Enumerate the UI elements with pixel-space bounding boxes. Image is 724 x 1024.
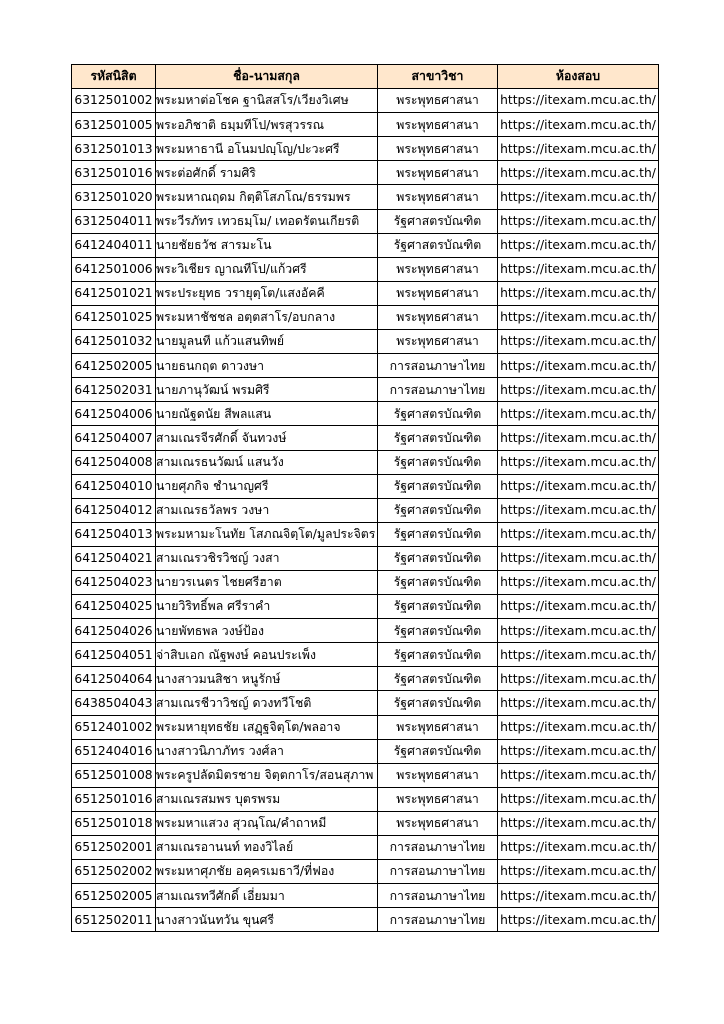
major-cell: พระพุทธศาสนา <box>378 185 498 209</box>
exam-room-link[interactable]: https://itexam.mcu.ac.th/ <box>498 161 659 185</box>
student-id-cell: 6312501013 <box>72 137 156 161</box>
table-row <box>72 161 659 185</box>
full-name-cell: นายธนกฤต ดาวงษา <box>156 354 378 378</box>
table-row <box>72 378 659 402</box>
table-row <box>72 209 659 233</box>
table-row <box>72 811 659 835</box>
major-cell: รัฐศาสตรบัณฑิต <box>378 426 498 450</box>
table-row <box>72 233 659 257</box>
student-id-cell: 6412504006 <box>72 402 156 426</box>
student-id-cell: 6412504021 <box>72 546 156 570</box>
full-name-cell: พระมหาต่อโชค ฐานิสสโร/เวียงวิเศษ <box>156 89 378 113</box>
student-id-cell: 6312504011 <box>72 209 156 233</box>
student-id-cell: 6312501020 <box>72 185 156 209</box>
exam-room-link[interactable]: https://itexam.mcu.ac.th/ <box>498 860 659 884</box>
student-id-cell: 6412502031 <box>72 378 156 402</box>
exam-room-link[interactable]: https://itexam.mcu.ac.th/ <box>498 474 659 498</box>
major-cell: การสอนภาษาไทย <box>378 354 498 378</box>
table-row <box>72 522 659 546</box>
table-row <box>72 739 659 763</box>
student-id-cell: 6512404016 <box>72 739 156 763</box>
table-row <box>72 257 659 281</box>
major-cell: รัฐศาสตรบัณฑิต <box>378 402 498 426</box>
full-name-cell: สามเณรสมพร บุตรพรม <box>156 787 378 811</box>
full-name-cell: นางสาวนิภาภัทร วงศ์ลา <box>156 739 378 763</box>
exam-room-link[interactable]: https://itexam.mcu.ac.th/ <box>498 185 659 209</box>
full-name-cell: พระวีรภัทร เทวธมฺโม/ เทอดรัตนเกียรติ <box>156 209 378 233</box>
student-id-cell: 6512502001 <box>72 836 156 860</box>
student-id-cell: 6512401002 <box>72 715 156 739</box>
table-row <box>72 281 659 305</box>
table-row <box>72 619 659 643</box>
major-cell: การสอนภาษาไทย <box>378 860 498 884</box>
full-name-cell: สามเณรอานนท์ ทองวิไลย์ <box>156 836 378 860</box>
full-name-cell: พระอภิชาติ ธมฺมทีโป/พรสุวรรณ <box>156 113 378 137</box>
table-row <box>72 89 659 113</box>
table-row <box>72 691 659 715</box>
table-row <box>72 763 659 787</box>
exam-room-link[interactable]: https://itexam.mcu.ac.th/ <box>498 619 659 643</box>
full-name-cell: พระต่อศักดิ์ รามศิริ <box>156 161 378 185</box>
full-name-cell: สามเณรทวีศักดิ์ เอี่ยมมา <box>156 884 378 908</box>
student-id-cell: 6412501006 <box>72 257 156 281</box>
major-cell: พระพุทธศาสนา <box>378 257 498 281</box>
student-id-cell: 6412504064 <box>72 667 156 691</box>
table-row <box>72 860 659 884</box>
exam-room-link[interactable]: https://itexam.mcu.ac.th/ <box>498 739 659 763</box>
exam-room-link[interactable]: https://itexam.mcu.ac.th/ <box>498 643 659 667</box>
student-id-cell: 6512501018 <box>72 811 156 835</box>
header-full-name: ชื่อ-นามสกุล <box>156 65 378 89</box>
full-name-cell: นายณัฐดนัย สีพลแสน <box>156 402 378 426</box>
major-cell: รัฐศาสตรบัณฑิต <box>378 498 498 522</box>
major-cell: พระพุทธศาสนา <box>378 89 498 113</box>
major-cell: พระพุทธศาสนา <box>378 113 498 137</box>
major-cell: รัฐศาสตรบัณฑิต <box>378 691 498 715</box>
exam-room-link[interactable]: https://itexam.mcu.ac.th/ <box>498 426 659 450</box>
full-name-cell: สามเณรชีวาวิชญ์ ดวงทวีโชติ <box>156 691 378 715</box>
major-cell: รัฐศาสตรบัณฑิต <box>378 474 498 498</box>
exam-room-link[interactable]: https://itexam.mcu.ac.th/ <box>498 836 659 860</box>
major-cell: การสอนภาษาไทย <box>378 378 498 402</box>
full-name-cell: สามเณรธนวัฒน์ แสนวัง <box>156 450 378 474</box>
exam-room-link[interactable]: https://itexam.mcu.ac.th/ <box>498 908 659 932</box>
student-id-cell: 6512502002 <box>72 860 156 884</box>
exam-room-link[interactable]: https://itexam.mcu.ac.th/ <box>498 281 659 305</box>
exam-room-link[interactable]: https://itexam.mcu.ac.th/ <box>498 691 659 715</box>
exam-room-link[interactable]: https://itexam.mcu.ac.th/ <box>498 884 659 908</box>
exam-room-link[interactable]: https://itexam.mcu.ac.th/ <box>498 763 659 787</box>
header-row <box>72 65 659 89</box>
exam-room-link[interactable]: https://itexam.mcu.ac.th/ <box>498 570 659 594</box>
exam-room-link[interactable]: https://itexam.mcu.ac.th/ <box>498 787 659 811</box>
major-cell: รัฐศาสตรบัณฑิต <box>378 522 498 546</box>
full-name-cell: พระมหายุทธชัย เสฏฺฐจิตฺโต/พลอาจ <box>156 715 378 739</box>
table-row <box>72 787 659 811</box>
table-row <box>72 137 659 161</box>
exam-room-link[interactable]: https://itexam.mcu.ac.th/ <box>498 233 659 257</box>
table-row <box>72 884 659 908</box>
student-id-cell: 6512502005 <box>72 884 156 908</box>
student-id-cell: 6312501002 <box>72 89 156 113</box>
major-cell: พระพุทธศาสนา <box>378 787 498 811</box>
table-row <box>72 667 659 691</box>
exam-room-link[interactable]: https://itexam.mcu.ac.th/ <box>498 546 659 570</box>
header-major: สาขาวิชา <box>378 65 498 89</box>
full-name-cell: นายชัยธวัช สารมะโน <box>156 233 378 257</box>
exam-room-link[interactable]: https://itexam.mcu.ac.th/ <box>498 715 659 739</box>
table-row <box>72 185 659 209</box>
exam-room-link[interactable]: https://itexam.mcu.ac.th/ <box>498 113 659 137</box>
full-name-cell: พระประยุทธ วรายุตฺโต/แสงอัคคี <box>156 281 378 305</box>
exam-room-link[interactable]: https://itexam.mcu.ac.th/ <box>498 330 659 354</box>
full-name-cell: พระมหาธานี อโนมปญฺโญ/ปะวะศรี <box>156 137 378 161</box>
table-row <box>72 595 659 619</box>
student-id-cell: 6412502005 <box>72 354 156 378</box>
full-name-cell: พระมหาชัชชล อตฺตสาโร/อบกลาง <box>156 305 378 329</box>
full-name-cell: พระครูปลัดมิตรชาย จิตฺตกาโร/สอนสุภาพ <box>156 763 378 787</box>
exam-room-link[interactable]: https://itexam.mcu.ac.th/ <box>498 305 659 329</box>
header-student-id: รหัสนิสิต <box>72 65 156 89</box>
header-exam-room: ห้องสอบ <box>498 65 659 89</box>
major-cell: รัฐศาสตรบัณฑิต <box>378 595 498 619</box>
major-cell: การสอนภาษาไทย <box>378 884 498 908</box>
exam-room-link[interactable]: https://itexam.mcu.ac.th/ <box>498 450 659 474</box>
full-name-cell: นายภานุวัฒน์ พรมศิรี <box>156 378 378 402</box>
major-cell: พระพุทธศาสนา <box>378 305 498 329</box>
table-row <box>72 305 659 329</box>
table-row <box>72 498 659 522</box>
table-row <box>72 426 659 450</box>
major-cell: รัฐศาสตรบัณฑิต <box>378 546 498 570</box>
student-id-cell: 6438504043 <box>72 691 156 715</box>
full-name-cell: นายมูลนที แก้วแสนทิพย์ <box>156 330 378 354</box>
full-name-cell: พระมหาแสวง สุวณฺโณ/คำถาหมี <box>156 811 378 835</box>
full-name-cell: พระวิเชียร ญาณทีโป/แก้วศรี <box>156 257 378 281</box>
major-cell: รัฐศาสตรบัณฑิต <box>378 643 498 667</box>
student-id-cell: 6412504025 <box>72 595 156 619</box>
full-name-cell: พระมหาศุภชัย อคฺครเมธาวี/ที่ฟอง <box>156 860 378 884</box>
exam-room-link[interactable]: https://itexam.mcu.ac.th/ <box>498 89 659 113</box>
student-id-cell: 6412504026 <box>72 619 156 643</box>
exam-room-link[interactable]: https://itexam.mcu.ac.th/ <box>498 498 659 522</box>
exam-room-link[interactable]: https://itexam.mcu.ac.th/ <box>498 595 659 619</box>
major-cell: รัฐศาสตรบัณฑิต <box>378 233 498 257</box>
major-cell: รัฐศาสตรบัณฑิต <box>378 570 498 594</box>
student-id-cell: 6412504012 <box>72 498 156 522</box>
major-cell: รัฐศาสตรบัณฑิต <box>378 739 498 763</box>
full-name-cell: พระมหาณฤดม กิตฺติโสภโณ/ธรรมพร <box>156 185 378 209</box>
full-name-cell: นายศุภกิจ ชำนาญศรี <box>156 474 378 498</box>
student-id-cell: 6512501016 <box>72 787 156 811</box>
major-cell: พระพุทธศาสนา <box>378 763 498 787</box>
exam-room-link[interactable]: https://itexam.mcu.ac.th/ <box>498 354 659 378</box>
exam-room-link[interactable]: https://itexam.mcu.ac.th/ <box>498 402 659 426</box>
full-name-cell: นายวรเนตร ไชยศรีฮาต <box>156 570 378 594</box>
table-row <box>72 330 659 354</box>
major-cell: รัฐศาสตรบัณฑิต <box>378 667 498 691</box>
student-id-cell: 6412504008 <box>72 450 156 474</box>
full-name-cell: สามเณรธวัลพร วงษา <box>156 498 378 522</box>
student-id-cell: 6412504010 <box>72 474 156 498</box>
full-name-cell: สามเณรวชิรวิชญ์ วงสา <box>156 546 378 570</box>
exam-room-link[interactable]: https://itexam.mcu.ac.th/ <box>498 209 659 233</box>
exam-room-link[interactable]: https://itexam.mcu.ac.th/ <box>498 667 659 691</box>
major-cell: พระพุทธศาสนา <box>378 137 498 161</box>
major-cell: รัฐศาสตรบัณฑิต <box>378 450 498 474</box>
student-id-cell: 6412501032 <box>72 330 156 354</box>
student-id-cell: 6312501005 <box>72 113 156 137</box>
student-id-cell: 6412504007 <box>72 426 156 450</box>
full-name-cell: นายวิริทธิ์พล ศรีราคำ <box>156 595 378 619</box>
student-id-cell: 6412504051 <box>72 643 156 667</box>
table-row <box>72 643 659 667</box>
full-name-cell: พระมหามะโนทัย โสภณจิตฺโต/มูลประจิตร <box>156 522 378 546</box>
full-name-cell: นางสาวมนสิชา หนูรักษ์ <box>156 667 378 691</box>
exam-room-link[interactable]: https://itexam.mcu.ac.th/ <box>498 257 659 281</box>
table-row <box>72 474 659 498</box>
table-row <box>72 402 659 426</box>
full-name-cell: จ่าสิบเอก ณัฐพงษ์ คอนประเพ็ง <box>156 643 378 667</box>
table-header <box>72 65 659 89</box>
major-cell: การสอนภาษาไทย <box>378 908 498 932</box>
major-cell: พระพุทธศาสนา <box>378 330 498 354</box>
major-cell: พระพุทธศาสนา <box>378 281 498 305</box>
table-row <box>72 836 659 860</box>
student-id-cell: 6412504013 <box>72 522 156 546</box>
table-row <box>72 570 659 594</box>
table-row <box>72 908 659 932</box>
exam-room-link[interactable]: https://itexam.mcu.ac.th/ <box>498 811 659 835</box>
student-id-cell: 6312501016 <box>72 161 156 185</box>
table-row <box>72 715 659 739</box>
major-cell: พระพุทธศาสนา <box>378 161 498 185</box>
exam-room-link[interactable]: https://itexam.mcu.ac.th/ <box>498 378 659 402</box>
major-cell: การสอนภาษาไทย <box>378 836 498 860</box>
exam-room-link[interactable]: https://itexam.mcu.ac.th/ <box>498 137 659 161</box>
major-cell: พระพุทธศาสนา <box>378 715 498 739</box>
full-name-cell: นางสาวนันทวัน ขุนศรี <box>156 908 378 932</box>
exam-room-table <box>71 64 659 932</box>
table-row <box>72 546 659 570</box>
student-id-cell: 6412504023 <box>72 570 156 594</box>
major-cell: พระพุทธศาสนา <box>378 811 498 835</box>
table-body <box>72 89 659 932</box>
major-cell: รัฐศาสตรบัณฑิต <box>378 209 498 233</box>
student-id-cell: 6512501008 <box>72 763 156 787</box>
table-row <box>72 450 659 474</box>
student-id-cell: 6512502011 <box>72 908 156 932</box>
student-id-cell: 6412501021 <box>72 281 156 305</box>
student-id-cell: 6412501025 <box>72 305 156 329</box>
exam-room-link[interactable]: https://itexam.mcu.ac.th/ <box>498 522 659 546</box>
student-id-cell: 6412404011 <box>72 233 156 257</box>
full-name-cell: นายพัทธพล วงษ์ป้อง <box>156 619 378 643</box>
full-name-cell: สามเณรจีรศักดิ์ จันทวงษ์ <box>156 426 378 450</box>
table-row <box>72 113 659 137</box>
major-cell: รัฐศาสตรบัณฑิต <box>378 619 498 643</box>
table-row <box>72 354 659 378</box>
